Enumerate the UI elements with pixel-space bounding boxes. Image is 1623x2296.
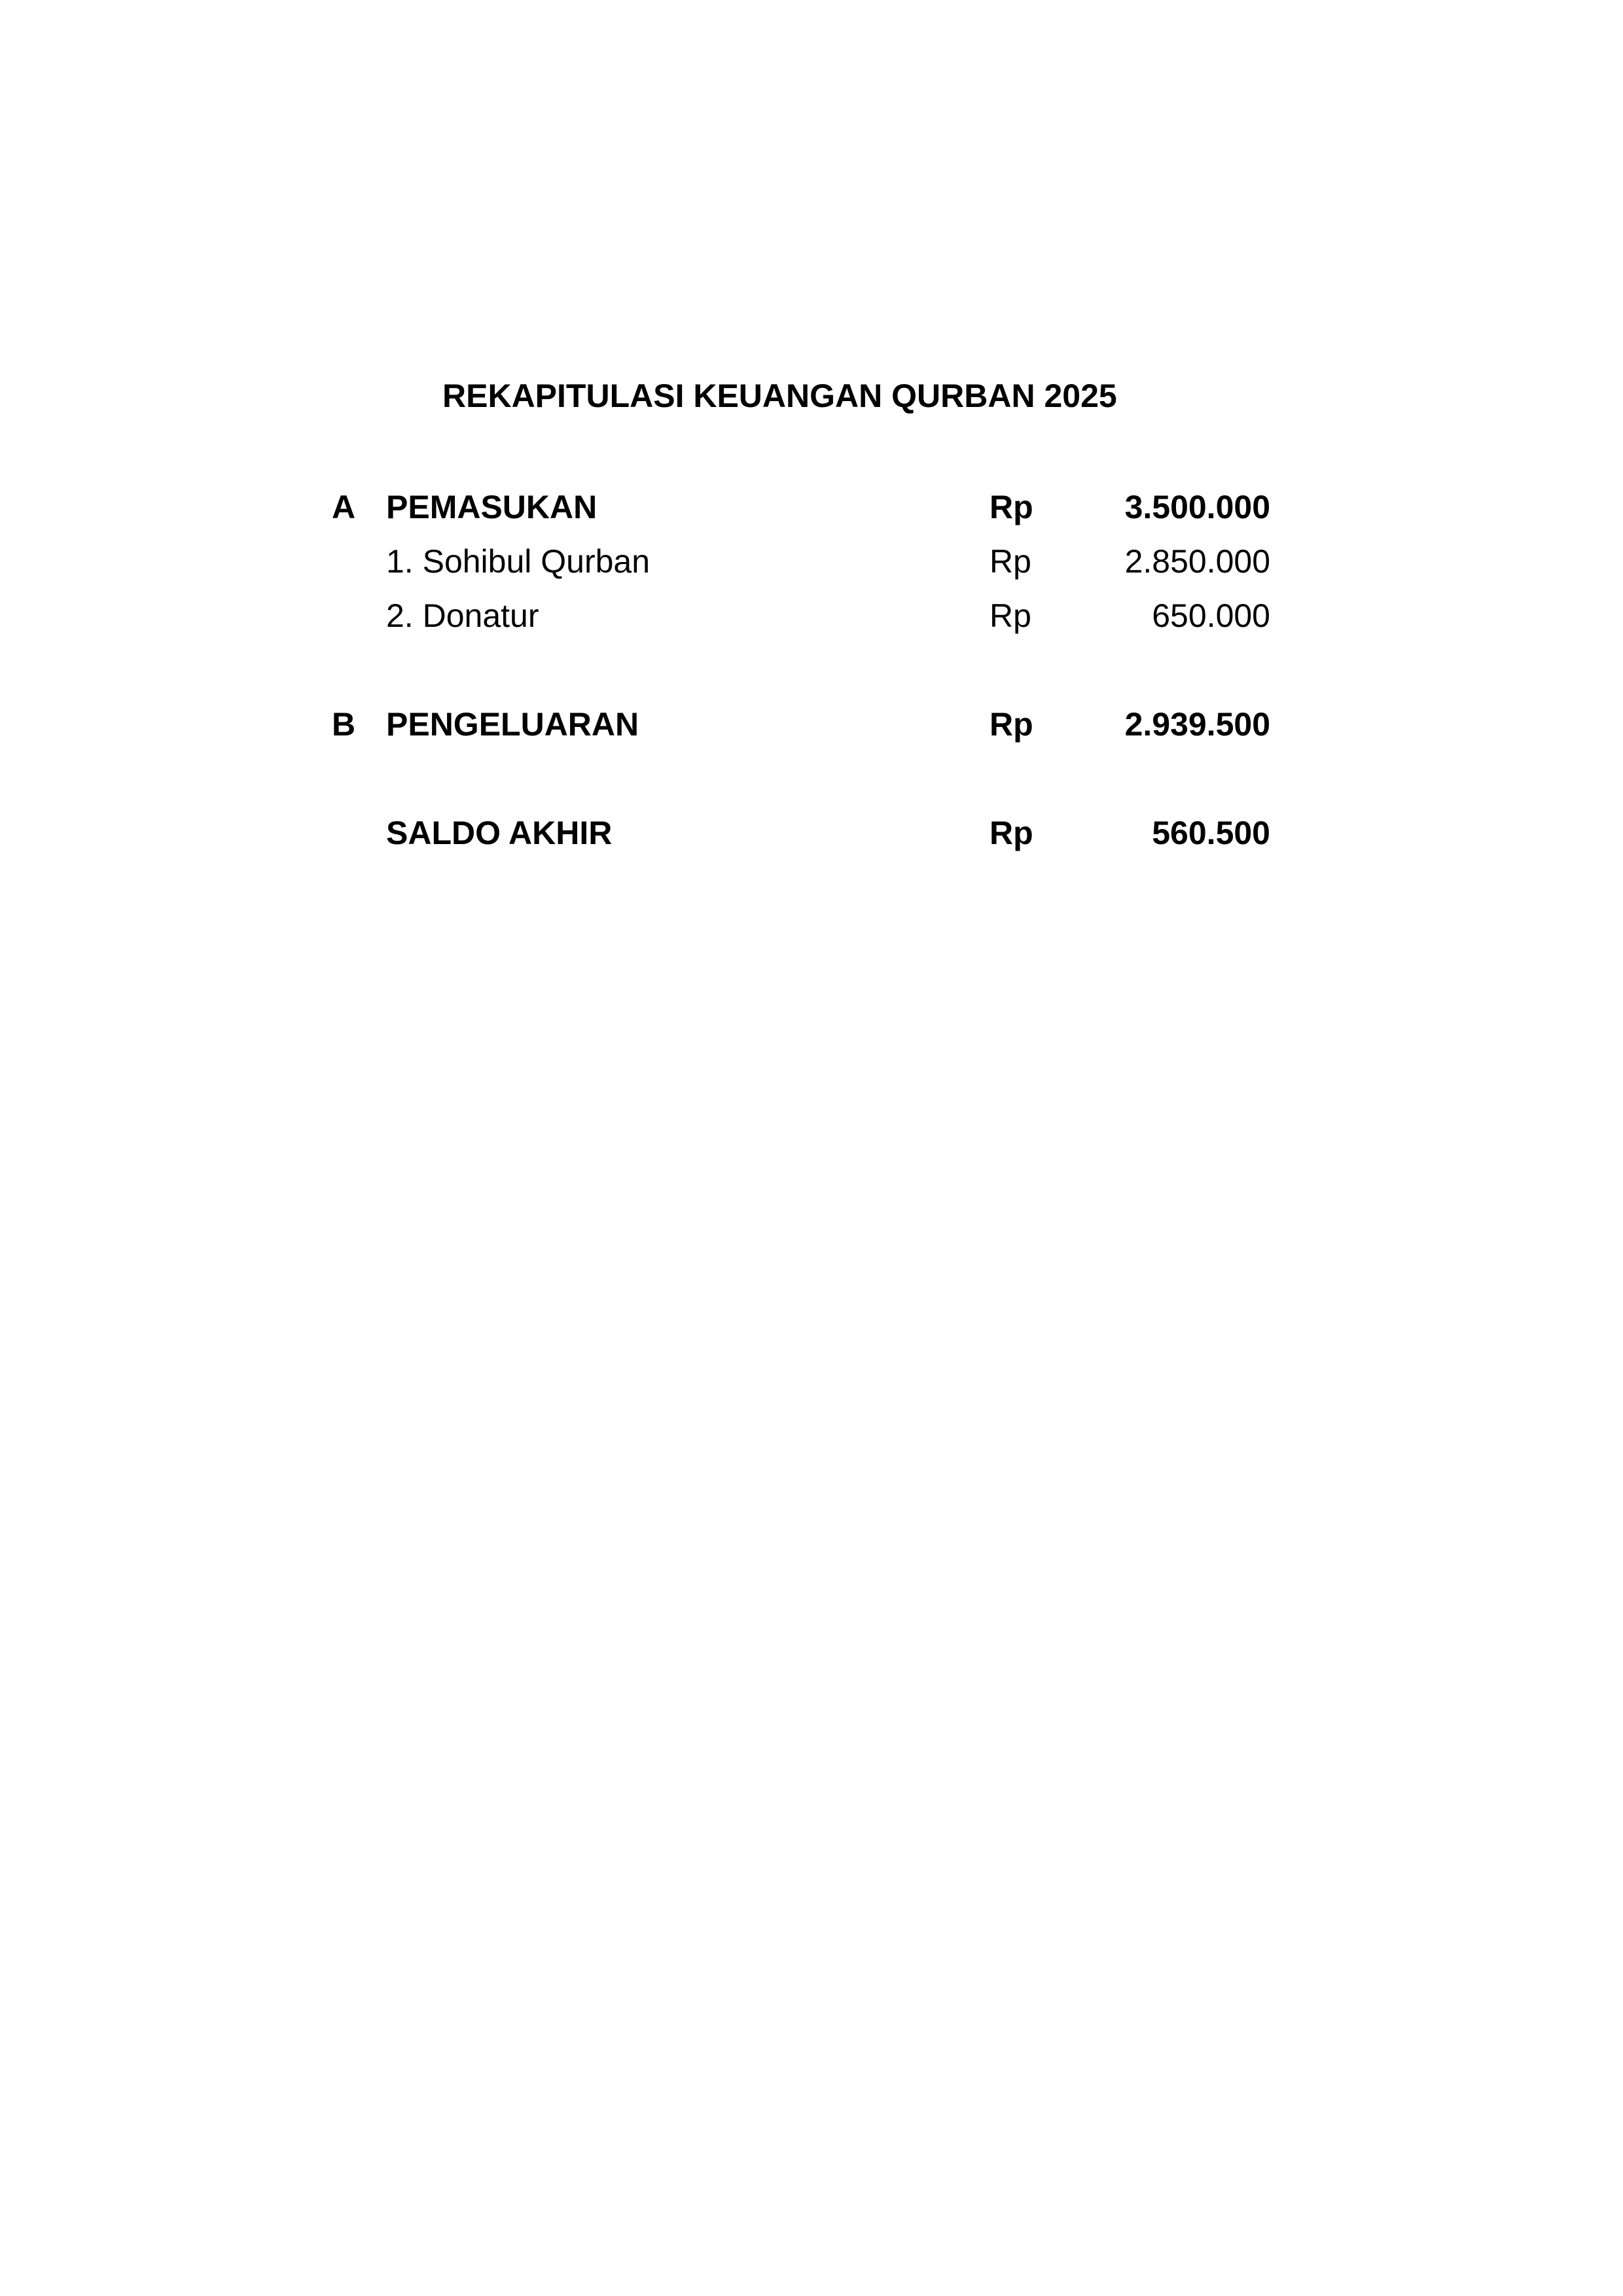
row-label: 1. Sohibul Qurban [386, 543, 651, 580]
amount-value: 2.850.000 [1124, 543, 1270, 580]
section-letter: B [332, 706, 356, 743]
row-sohibul-qurban [0, 534, 1623, 589]
row-label: 2. Donatur [386, 597, 539, 634]
row-donatur [0, 588, 1623, 643]
row-label: PENGELUARAN [386, 706, 639, 743]
section-letter: A [332, 489, 356, 525]
row-pemasukan [0, 480, 1623, 535]
page-title: REKAPITULASI KEUANGAN QURBAN 2025 [442, 378, 1117, 414]
row-saldo-akhir [0, 805, 1623, 860]
currency-label: Rp [990, 706, 1033, 743]
currency-label: Rp [990, 815, 1033, 851]
amount-value: 560.500 [1152, 815, 1270, 851]
amount-value: 2.939.500 [1124, 706, 1270, 743]
currency-label: Rp [990, 489, 1033, 525]
amount-value: 650.000 [1152, 597, 1270, 634]
amount-value: 3.500.000 [1124, 489, 1270, 525]
currency-label: Rp [990, 597, 1031, 634]
currency-label: Rp [990, 543, 1031, 580]
row-pengeluaran [0, 697, 1623, 752]
row-label: PEMASUKAN [386, 489, 597, 525]
row-label: SALDO AKHIR [386, 815, 613, 851]
